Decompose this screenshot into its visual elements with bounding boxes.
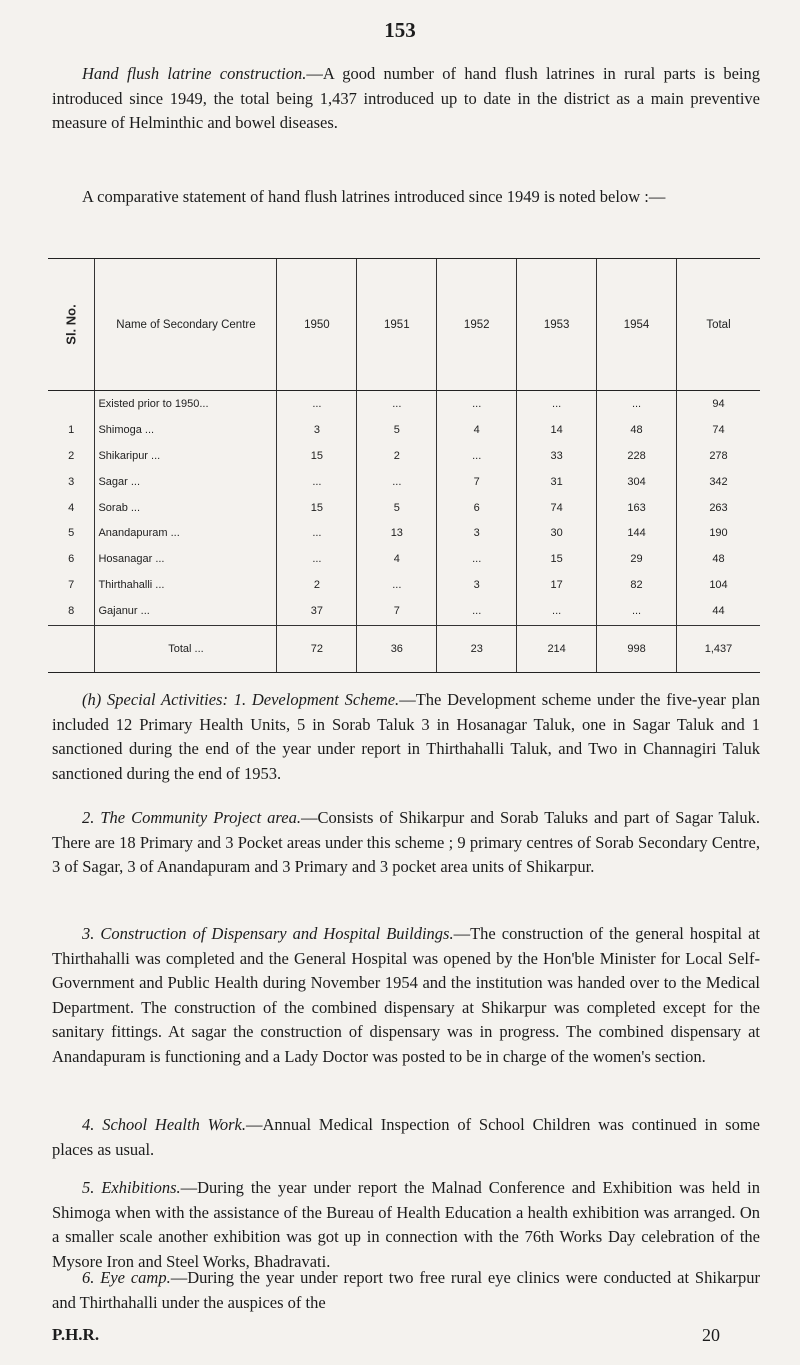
- intro-heading: Hand flush latrine construction.: [82, 64, 307, 83]
- row-1954: 228: [597, 443, 677, 469]
- row-total: 94: [676, 391, 760, 418]
- row-centre-name: Thirthahalli ...: [95, 573, 277, 599]
- row-1952: ...: [437, 547, 517, 573]
- row-sl-no: 1: [68, 423, 75, 436]
- section-eye-camp: [52, 1266, 760, 1315]
- total-1952: 23: [437, 625, 517, 672]
- row-1950: 15: [277, 495, 357, 521]
- section-special-activities: [52, 688, 760, 786]
- row-1951: 5: [357, 418, 437, 444]
- row-1954: 82: [597, 573, 677, 599]
- section-text: —During the year under report the Malnad Conference and Exhibition was held in Shimoga when with the assistance of the Bureau of Health Education a health exhibition was arranged. On a smaller scale another exhibition was got up in connection with the 76th Works Day celebration of the Mysore Iron and Steel Works, Bhadravati.: [52, 1178, 761, 1271]
- row-1950: 3: [277, 418, 357, 444]
- section-heading: (h) Special Activities: 1. Development Scheme.: [82, 690, 400, 709]
- row-centre-name: Existed prior to 1950...: [95, 391, 277, 418]
- row-total: 104: [676, 573, 760, 599]
- row-1953: 30: [517, 521, 597, 547]
- row-1953: ...: [517, 599, 597, 626]
- row-total: 48: [676, 547, 760, 573]
- row-1954: ...: [597, 599, 677, 626]
- row-1952: 3: [437, 521, 517, 547]
- row-sl-no: 2: [68, 449, 75, 462]
- section-text: —During the year under report two free rural eye clinics were conducted at Shikarpur and Thirthahalli under the auspices of the: [52, 1268, 761, 1312]
- section-exhibitions: [52, 1176, 760, 1274]
- total-1954: 998: [597, 625, 677, 672]
- section-community-project: [52, 806, 760, 880]
- table-row: [48, 547, 760, 573]
- total-label: Total ...: [95, 625, 277, 672]
- row-total: 44: [676, 599, 760, 626]
- table-header-row: [48, 259, 760, 391]
- footer-right: 20: [702, 1325, 720, 1345]
- row-1951: ...: [357, 469, 437, 495]
- table-row: [48, 443, 760, 469]
- row-1954: 29: [597, 547, 677, 573]
- row-centre-name: Shimoga ...: [95, 418, 277, 444]
- section-text: —Annual Medical Inspection of School Children was continued in some places as usual.: [52, 1115, 760, 1159]
- row-1951: ...: [357, 391, 437, 418]
- row-1950: 15: [277, 443, 357, 469]
- header-sl-no: Sl. No.: [48, 259, 95, 391]
- row-sl-no: 8: [68, 605, 75, 618]
- section-text: —Consists of Shikarpur and Sorab Taluks and part of Sagar Taluk. There are 18 Primary and 3 Pocket areas under this scheme ; 9 primary centres of Sorab Secondary Centre, 3 of Sagar, 3 of Anandapuram and 3 Primary and 3 pocket area units of Shikarpur.: [52, 808, 761, 876]
- latrine-statistics-table: [48, 258, 760, 673]
- section-text: —The Development scheme under the five-year plan included 12 Primary Health Units, 5 in Sorab Taluk 3 in Hosanagar Taluk, one in Sagar Taluk and 1 sanctioned during the end of the year under report in Thirthahalli Taluk, and Two in Channagiri Taluk sanctioned during the end of 1953.: [52, 690, 760, 783]
- row-total: 74: [676, 418, 760, 444]
- row-1951: 7: [357, 599, 437, 626]
- section-heading: 6. Eye camp.: [82, 1268, 171, 1287]
- table-intro: A comparative statement of hand flush latrines introduced since 1949 is noted below :—: [82, 187, 666, 206]
- row-1953: 31: [517, 469, 597, 495]
- row-sl-no: 5: [68, 527, 75, 540]
- row-sl-no: 6: [68, 553, 75, 566]
- table-total-row: [48, 625, 760, 672]
- section-text: —The construction of the general hospital at Thirthahalli was completed and the General Hospital was opened by the Hon'ble Minister for Local Self-Government and Public Health during November 1954 and the institution was handed over to the Medical Department. The construction of the combined dispensary at Shikarpur was completed except for the sanitary fittings. At sagar the construction of dispensary was in progress. The combined dispensary at Anandapuram is functioning and a Lady Doctor was posted to be in charge of the women's section.: [52, 924, 760, 1066]
- row-sl-no: [48, 391, 95, 418]
- table-row: [48, 418, 760, 444]
- section-heading: 5. Exhibitions.: [82, 1178, 181, 1197]
- header-centre: Name of Secondary Centre: [95, 259, 277, 391]
- table-row: [48, 391, 760, 418]
- row-1952: 6: [437, 495, 517, 521]
- row-1952: ...: [437, 391, 517, 418]
- row-1954: 163: [597, 495, 677, 521]
- header-1950: 1950: [277, 259, 357, 391]
- row-1953: 17: [517, 573, 597, 599]
- table-row: [48, 469, 760, 495]
- header-1953: 1953: [517, 259, 597, 391]
- row-1950: 37: [277, 599, 357, 626]
- row-1950: ...: [277, 391, 357, 418]
- row-sl-no: 3: [68, 475, 75, 488]
- row-sl-no: 7: [68, 579, 75, 592]
- row-total: 342: [676, 469, 760, 495]
- table-row: [48, 495, 760, 521]
- table-row: [48, 573, 760, 599]
- header-1954: 1954: [597, 259, 677, 391]
- total-1953: 214: [517, 625, 597, 672]
- total-grand: 1,437: [676, 625, 760, 672]
- row-centre-name: Shikaripur ...: [95, 443, 277, 469]
- row-1952: 3: [437, 573, 517, 599]
- footer-left: P.H.R.: [52, 1325, 100, 1344]
- row-1951: 5: [357, 495, 437, 521]
- row-1950: ...: [277, 547, 357, 573]
- row-1952: ...: [437, 599, 517, 626]
- total-1950: 72: [277, 625, 357, 672]
- header-1951: 1951: [357, 259, 437, 391]
- table-body: [48, 391, 760, 625]
- row-centre-name: Hosanagar ...: [95, 547, 277, 573]
- section-construction: [52, 922, 760, 1069]
- row-total: 263: [676, 495, 760, 521]
- row-sl-no: 4: [68, 501, 75, 514]
- row-1953: 33: [517, 443, 597, 469]
- row-1950: ...: [277, 469, 357, 495]
- row-centre-name: Sorab ...: [95, 495, 277, 521]
- intro-text: —A good number of hand flush latrines in rural parts is being introduced since 1949, the total being 1,437 introduced up to date in the district as a main preventive measure of Helminthic and bowel diseases.: [52, 64, 760, 132]
- header-1952: 1952: [437, 259, 517, 391]
- row-total: 190: [676, 521, 760, 547]
- section-heading: 4. School Health Work.: [82, 1115, 247, 1134]
- row-1951: ...: [357, 573, 437, 599]
- row-1954: 144: [597, 521, 677, 547]
- row-1951: 2: [357, 443, 437, 469]
- row-1953: 74: [517, 495, 597, 521]
- row-1951: 4: [357, 547, 437, 573]
- row-centre-name: Sagar ...: [95, 469, 277, 495]
- page-number: 153: [384, 18, 416, 42]
- row-1953: ...: [517, 391, 597, 418]
- table-row: [48, 599, 760, 626]
- row-1954: ...: [597, 391, 677, 418]
- row-1951: 13: [357, 521, 437, 547]
- section-heading: 2. The Community Project area.: [82, 808, 301, 827]
- table-row: [48, 521, 760, 547]
- row-1953: 15: [517, 547, 597, 573]
- row-1953: 14: [517, 418, 597, 444]
- row-centre-name: Anandapuram ...: [95, 521, 277, 547]
- row-1952: 7: [437, 469, 517, 495]
- row-total: 278: [676, 443, 760, 469]
- row-1954: 48: [597, 418, 677, 444]
- section-school-health: [52, 1113, 760, 1162]
- row-1954: 304: [597, 469, 677, 495]
- intro-paragraph: [52, 62, 760, 136]
- row-1952: 4: [437, 418, 517, 444]
- row-centre-name: Gajanur ...: [95, 599, 277, 626]
- row-1950: ...: [277, 521, 357, 547]
- total-1951: 36: [357, 625, 437, 672]
- row-1950: 2: [277, 573, 357, 599]
- header-total: Total: [676, 259, 760, 391]
- section-heading: 3. Construction of Dispensary and Hospital Buildings.: [82, 924, 454, 943]
- row-1952: ...: [437, 443, 517, 469]
